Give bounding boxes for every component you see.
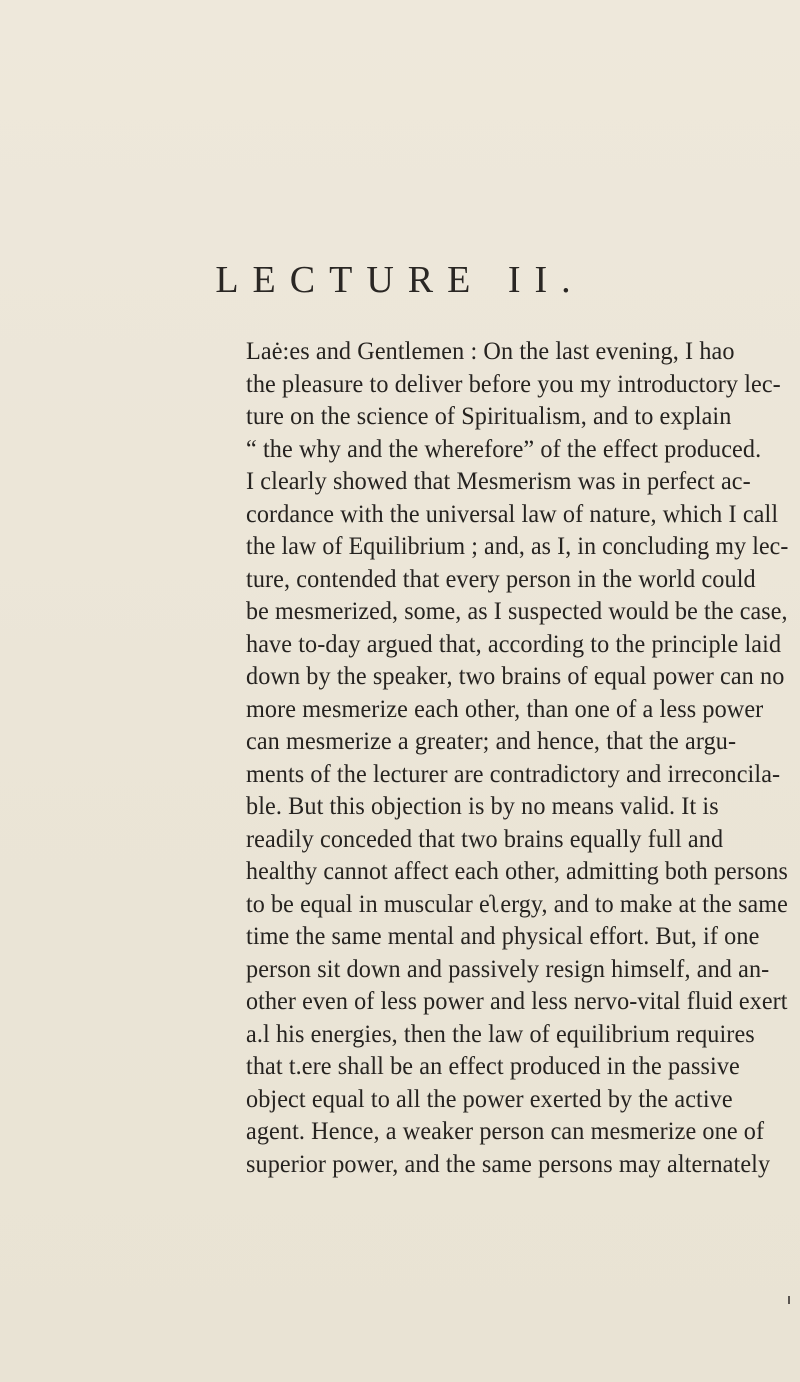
text-line-7: the law of Equilibrium ; and, as I, in concluding my lec- — [246, 533, 789, 560]
text-line-21: other even of less power and less nervo-vital fluid exert — [246, 988, 788, 1015]
text-line-12: more mesmerize each other, than one of a less power — [246, 695, 764, 723]
text-line-25: agent. Hence, a weaker person can mesmerize one of — [246, 1118, 765, 1145]
text-line-11: down by the speaker, two brains of equal power can no — [246, 663, 785, 690]
ink-speck — [788, 1296, 790, 1304]
text-line-5: I clearly showed that Mesmerism was in perfect ac- — [246, 468, 751, 495]
text-line-15: ble. But this objection is by no means valid. It is — [246, 793, 719, 820]
text-line-22: a.l his energies, then the law of equilibrium requires — [246, 1020, 755, 1048]
text-line-3: ture on the science of Spiritualism, and to explain — [246, 403, 732, 430]
text-line-16: readily conceded that two brains equally full and — [246, 825, 724, 853]
text-line-14: ments of the lecturer are contradictory and irreconcila- — [246, 760, 781, 788]
text-line-1: Laė:es and Gentlemen : On the last evening, I hao — [246, 338, 735, 365]
lecture-heading: LECTURE II. — [215, 259, 585, 301]
text-line-9: be mesmerized, some, as I suspected would be the case, — [246, 598, 788, 625]
text-line-19: time the same mental and physical effort. But, if one — [246, 923, 760, 950]
text-line-2: the pleasure to deliver before you my introductory lec- — [246, 370, 781, 398]
text-line-17: healthy cannot affect each other, admitting both persons — [246, 858, 788, 885]
text-line-10: have to-day argued that, according to the principle laid — [246, 630, 782, 658]
text-line-23: that t.ere shall be an effect produced in the passive — [246, 1053, 740, 1080]
text-line-6: cordance with the universal law of nature, which I call — [246, 500, 779, 528]
text-line-26: superior power, and the same persons may alternately — [246, 1150, 771, 1178]
lecture-body — [246, 336, 800, 1181]
text-line-8: ture, contended that every person in the world could — [246, 565, 756, 593]
text-line-24: object equal to all the power exerted by the active — [246, 1085, 733, 1113]
text-line-18: to be equal in muscular eʅergy, and to make at the same — [246, 890, 788, 918]
text-line-20: person sit down and passively resign himself, and an- — [246, 955, 770, 983]
text-line-4: “ the why and the wherefore” of the effect produced. — [246, 435, 762, 463]
text-line-13: can mesmerize a greater; and hence, that the argu- — [246, 728, 737, 755]
